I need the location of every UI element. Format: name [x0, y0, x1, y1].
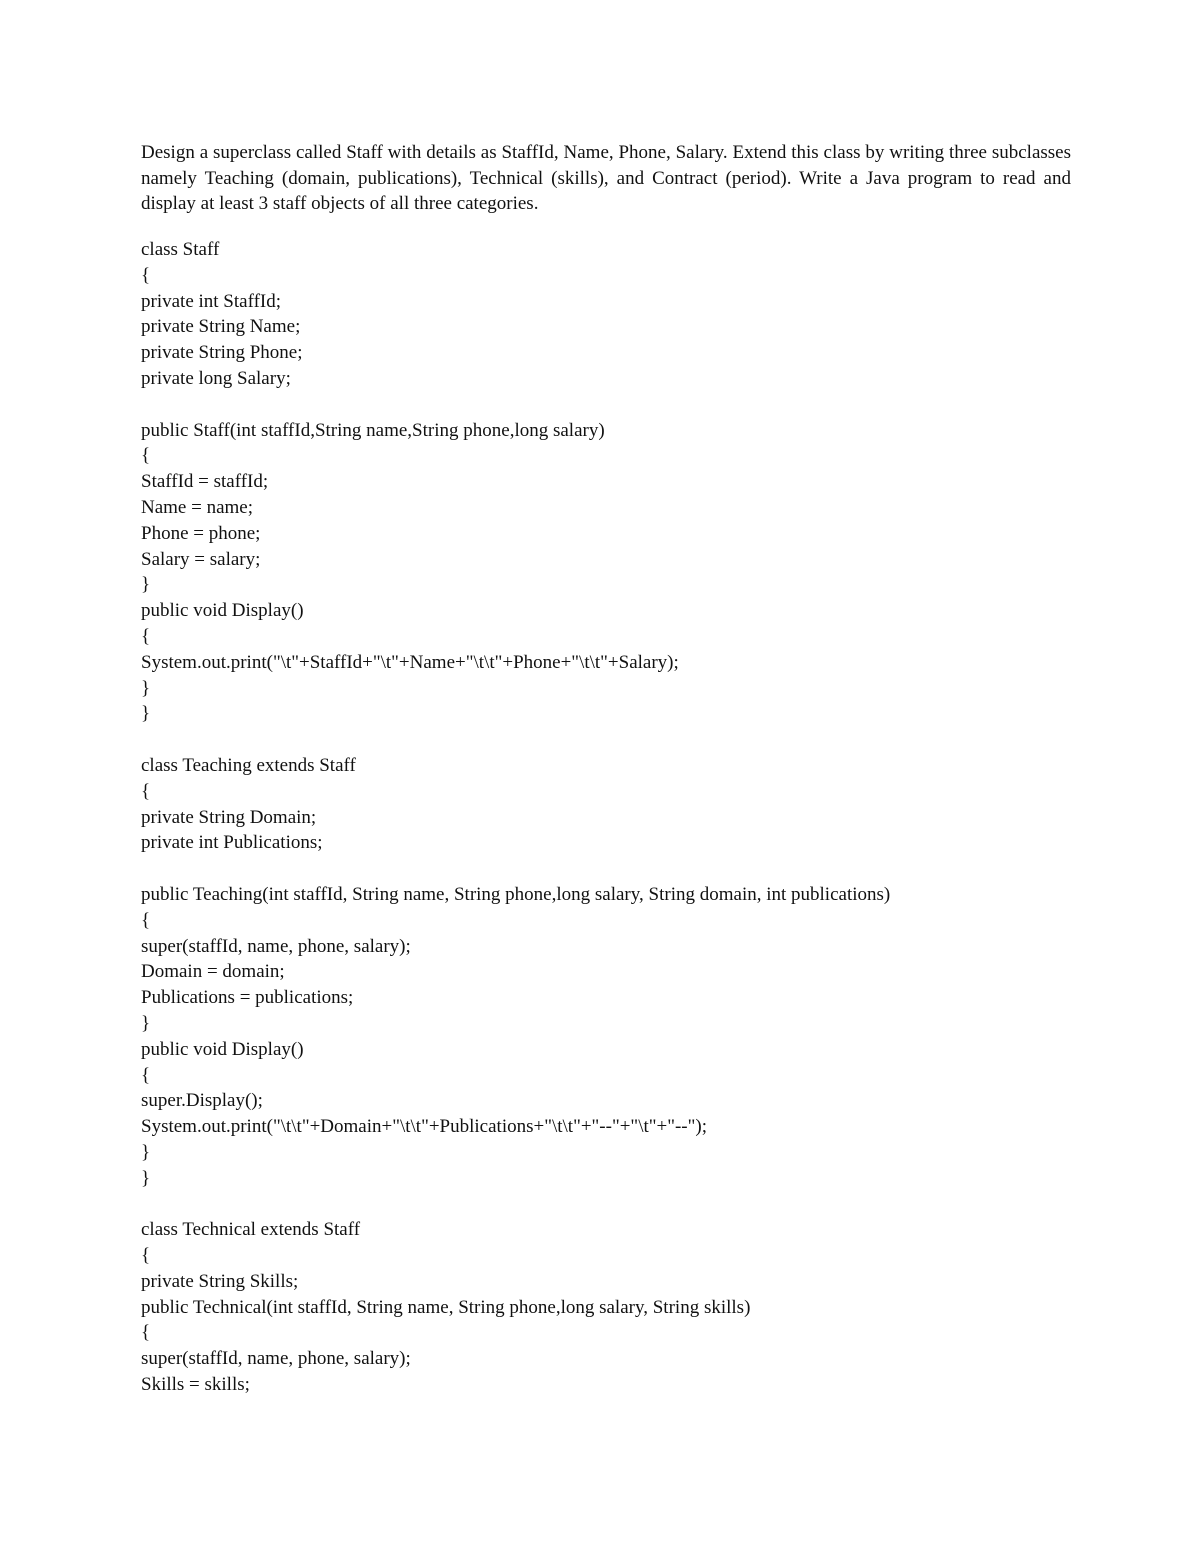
code-line: Skills = skills;	[141, 1374, 250, 1396]
code-line: {	[141, 1064, 151, 1086]
code-line: }	[141, 677, 151, 699]
code-line: Publications = publications;	[141, 987, 354, 1009]
code-line: private int StaffId;	[141, 290, 282, 312]
blank-line	[141, 392, 1141, 418]
code-line: class Technical extends Staff	[141, 1219, 361, 1241]
code-line: Salary = salary;	[141, 548, 261, 570]
code-line: {	[141, 445, 151, 467]
code-line: super.Display();	[141, 1090, 263, 1112]
blank-line	[141, 1191, 1141, 1217]
code-line: }	[141, 1141, 151, 1163]
code-line: public Technical(int staffId, String name, String phone,long salary, String skills)	[141, 1296, 751, 1318]
code-line: class Staff	[141, 239, 220, 260]
blank-line	[141, 856, 1141, 882]
code-line: {	[141, 780, 151, 802]
code-line: public Staff(int staffId,String name,String phone,long salary)	[141, 419, 605, 441]
code-line: public void Display()	[141, 1038, 304, 1060]
code-line: Name = name;	[141, 496, 254, 518]
code-line: private String Skills;	[141, 1270, 299, 1292]
code-line: }	[141, 1167, 151, 1189]
code-line: }	[141, 703, 151, 725]
code-line: private int Publications;	[141, 832, 323, 854]
code-line: }	[141, 1012, 151, 1034]
code-line: public void Display()	[141, 600, 304, 622]
code-line: super(staffId, name, phone, salary);	[141, 935, 411, 957]
code-line: private String Domain;	[141, 806, 317, 828]
code-line: System.out.print("\t\t"+Domain+"\t\t"+Publications+"\t\t"+"--"+"\t"+"--");	[141, 1116, 707, 1138]
code-line: {	[141, 625, 151, 647]
code-line: class Teaching extends Staff	[141, 754, 356, 776]
code-line: StaffId = staffId;	[141, 471, 269, 493]
code-line: }	[141, 574, 151, 596]
code-line: public Teaching(int staffId, String name, String phone,long salary, String domain, int publications)	[141, 883, 891, 905]
code-line: Phone = phone;	[141, 522, 261, 544]
code-line: super(staffId, name, phone, salary);	[141, 1348, 411, 1370]
code-line: {	[141, 264, 151, 286]
blank-line	[141, 727, 1141, 753]
code-line: {	[141, 909, 151, 931]
code-line: System.out.print("\t"+StaffId+"\t"+Name+"\t\t"+Phone+"\t\t"+Salary);	[141, 651, 679, 673]
code-line: Domain = domain;	[141, 961, 285, 983]
code-line: {	[141, 1322, 151, 1344]
java-code-block	[141, 237, 1141, 1398]
code-line: private String Name;	[141, 316, 301, 338]
code-line: private String Phone;	[141, 342, 303, 364]
code-line: {	[141, 1245, 151, 1267]
problem-statement: Design a superclass called Staff with details as StaffId, Name, Phone, Salary. Extend this class by writing three subclasses namely Teaching (domain, publications), Technical (skills), and Contract (period). Write a Java program to read and display at least 3 staff objects of all three categories.	[141, 142, 1071, 214]
code-line: private long Salary;	[141, 367, 291, 389]
